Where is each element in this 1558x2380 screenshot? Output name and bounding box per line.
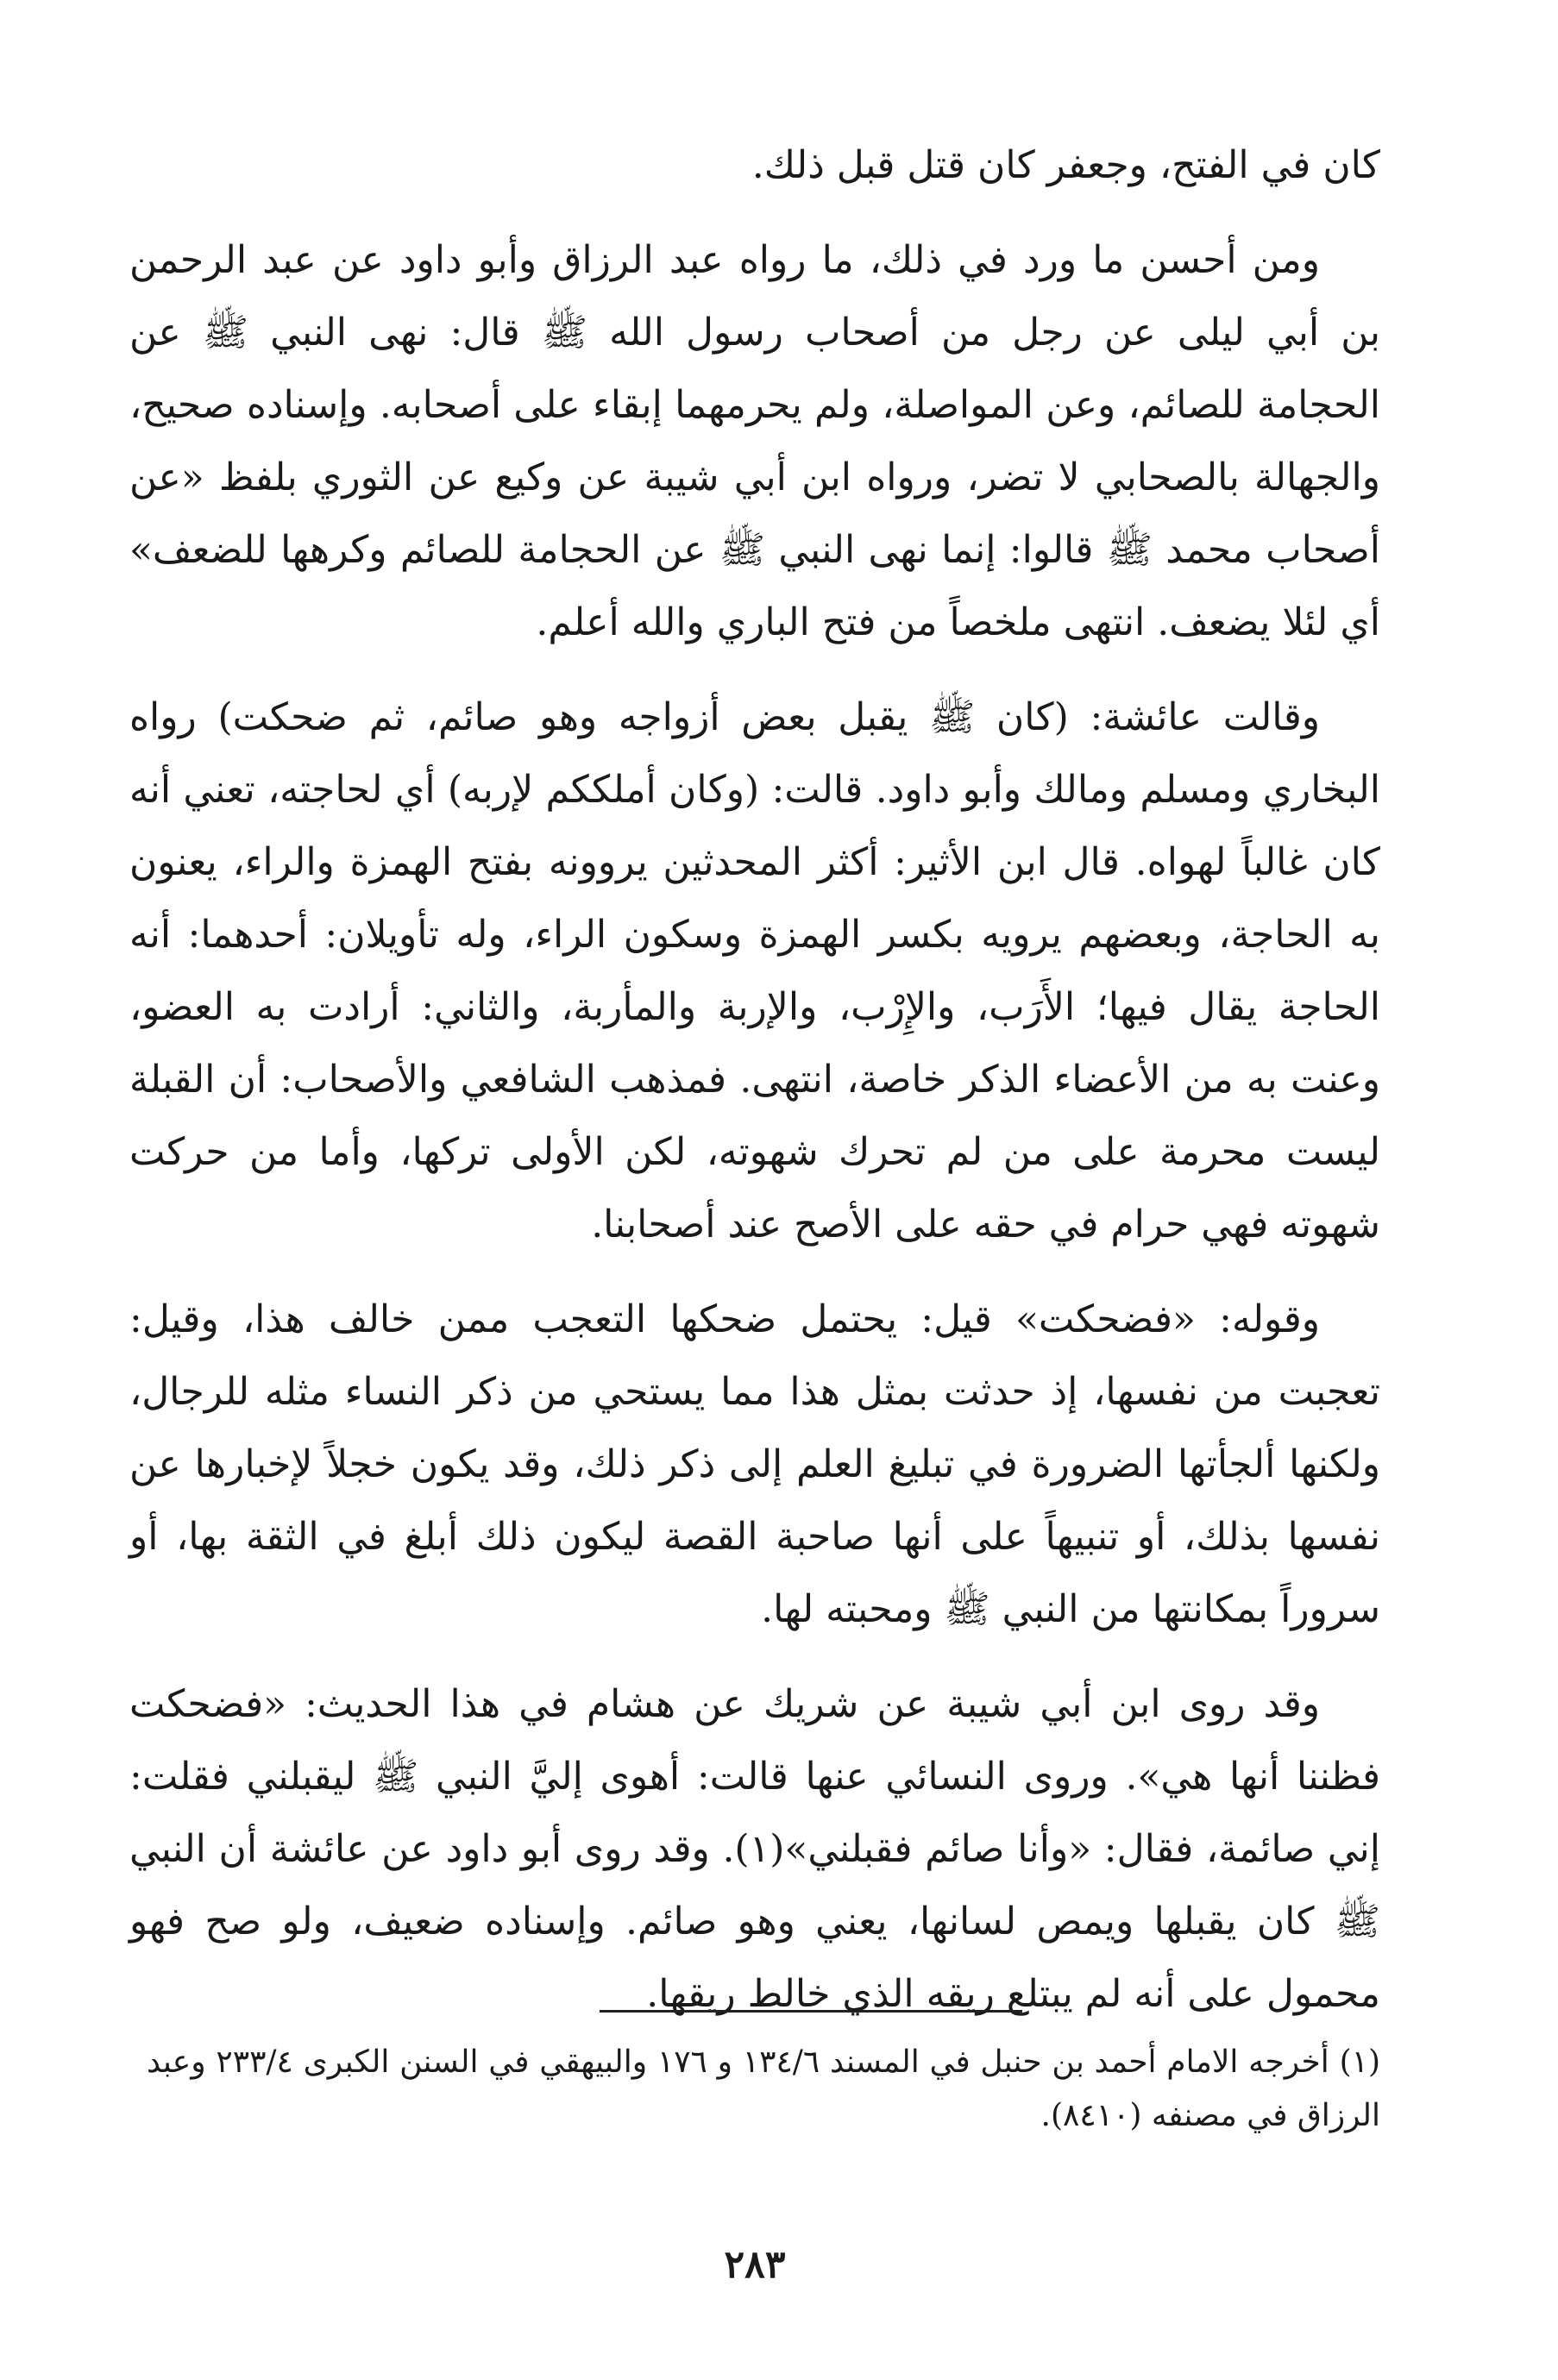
footnote-separator [600,2010,1022,2013]
book-page [129,129,1380,2303]
main-text [129,129,1380,2031]
paragraph-3: وقالت عائشة: (كان ﷺ يقبل بعض أزواجه وهو صائم، ثم ضحكت) رواه البخاري ومسلم ومالك وأبو داود. قالت: (وكان أملككم لإربه) أي لحاجته، تعني أنه كان غالباً لهواه. قال ابن الأثير: أكثر المحدثين يروونه بفتح الهمزة والراء، يعنون به الحاجة، وبعضهم يرويه بكسر الهمزة وسكون الراء، وله تأويلان: أحدهما: أنه الحاجة يقال فيها؛ الأَرَب، والإِرْب، والإربة والمأربة، والثاني: أرادت به العضو، وعنت به من الأعضاء الذكر خاصة، انتهى. فمذهب الشافعي والأصحاب: أن القبلة ليست محرمة على من لم تحرك شهوته، لكن الأولى تركها، وأما من حركت شهوته فهي حرام في حقه على الأصح عند أصحابنا. [129,695,1380,1247]
footnote: (١) أخرجه الامام أحمد بن حنبل في المسند ١٣٤/٦ و ١٧٦ والبيهقي في السنن الكبرى ٢٣٣/٤ وعبد الرزاق في مصنفه (٨٤١٠). [147,2044,1381,2133]
paragraph-1: كان في الفتح، وجعفر كان قتل قبل ذلك. [751,143,1380,187]
paragraph-4: وقوله: «فضحكت» قيل: يحتمل ضحكها التعجب ممن خالف هذا، وقيل: تعجبت من نفسها، إذ حدثت بمثل هذا مما يستحي من ذكر النساء مثله للرجال، ولكنها ألجأتها الضرورة في تبليغ العلم إلى ذكر ذلك، وقد يكون خجلاً لإخبارها عن نفسها بذلك، أو تنبيهاً على أنها صاحبة القصة ليكون ذلك أبلغ في الثقة بها، أو سروراً بمكانتها من النبي ﷺ ومحبته لها. [129,1297,1381,1631]
paragraph-2: ومن أحسن ما ورد في ذلك، ما رواه عبد الرزاق وأبو داود عن عبد الرحمن بن أبي ليلى عن رجل من أصحاب رسول الله ﷺ قال: نهى النبي ﷺ عن الحجامة للصائم، وعن المواصلة، ولم يحرمهما إبقاء على أصحابه. وإسناده صحيح، والجهالة بالصحابي لا تضر، ورواه ابن أبي شيبة عن وكيع عن الثوري بلفظ «عن أصحاب محمد ﷺ قالوا: إنما نهى النبي ﷺ عن الحجامة للصائم وكرهها للضعف» أي لئلا يضعف. انتهى ملخصاً من فتح الباري والله أعلم. [129,238,1380,644]
paragraph-5: وقد روى ابن أبي شيبة عن شريك عن هشام في هذا الحديث: «فضحكت فظننا أنها هي». وروى النسائي عنها قالت: أهوى إليَّ النبي ﷺ ليقبلني فقلت: إني صائمة، فقال: «وأنا صائم فقبلني»(١). وقد روى أبو داود عن عائشة أن النبي ﷺ كان يقبلها ويمص لسانها، يعني وهو صائم. وإسناده ضعيف، ولو صح فهو محمول على أنه لم يبتلع ريقه الذي خالط ريقها. [129,1682,1381,2016]
page-number: ٢٨٣ [724,2243,786,2287]
